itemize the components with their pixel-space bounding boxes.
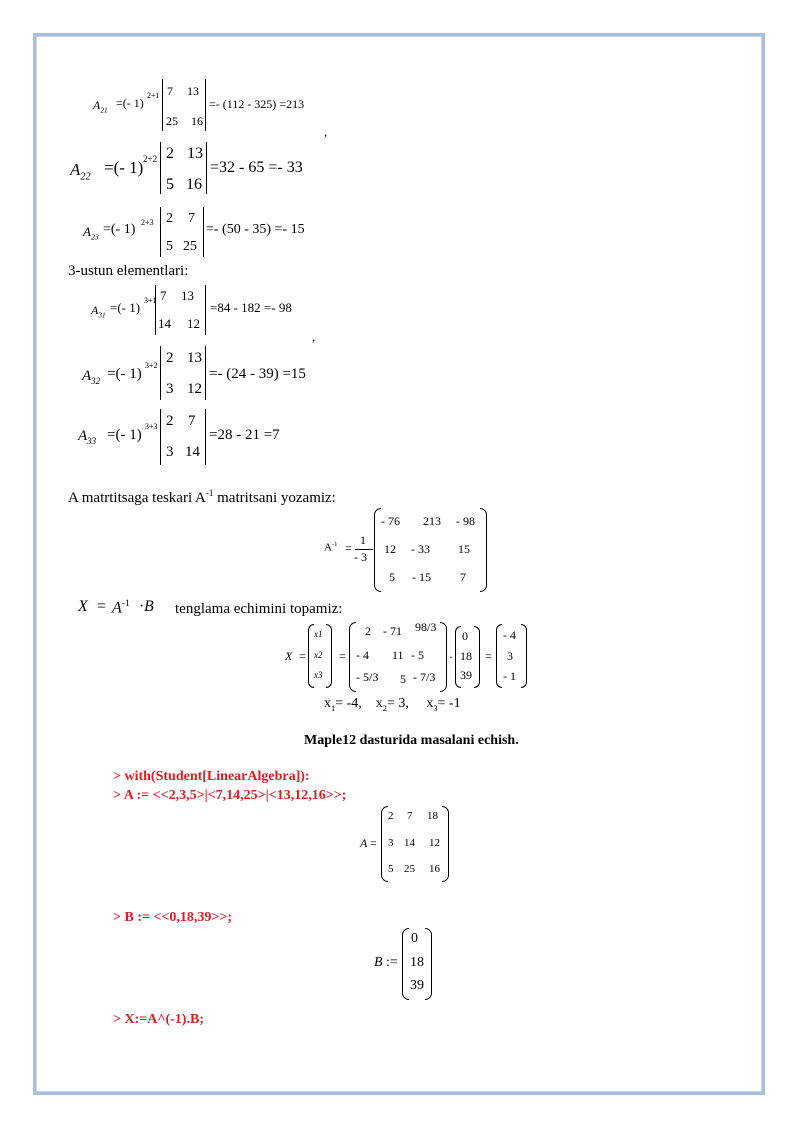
maple-command: > with(Student[LinearAlgebra]): <box>113 769 310 784</box>
comma: , <box>324 124 328 139</box>
comma: , <box>312 329 316 344</box>
roots-line: $x_1= -4$, $x_2= 3$, $x_3= -1$ <box>324 696 461 713</box>
column3-heading: 3-ustun elementlari: <box>68 263 189 279</box>
maple-command: > A := <<2,3,5>|<7,14,25>|<13,12,16>>; <box>113 788 347 803</box>
maple-heading: Maple12 dasturida masalani echish. <box>304 733 519 748</box>
maple-command: > X:=A^(-1).B; <box>113 1012 204 1027</box>
maple-command: > B := <<0,18,39>>; <box>113 910 233 925</box>
page-border <box>33 33 765 1095</box>
inverse-sentence: A matrtitsaga teskari $A^{-1}$ matritsani yozamiz: <box>68 488 336 506</box>
